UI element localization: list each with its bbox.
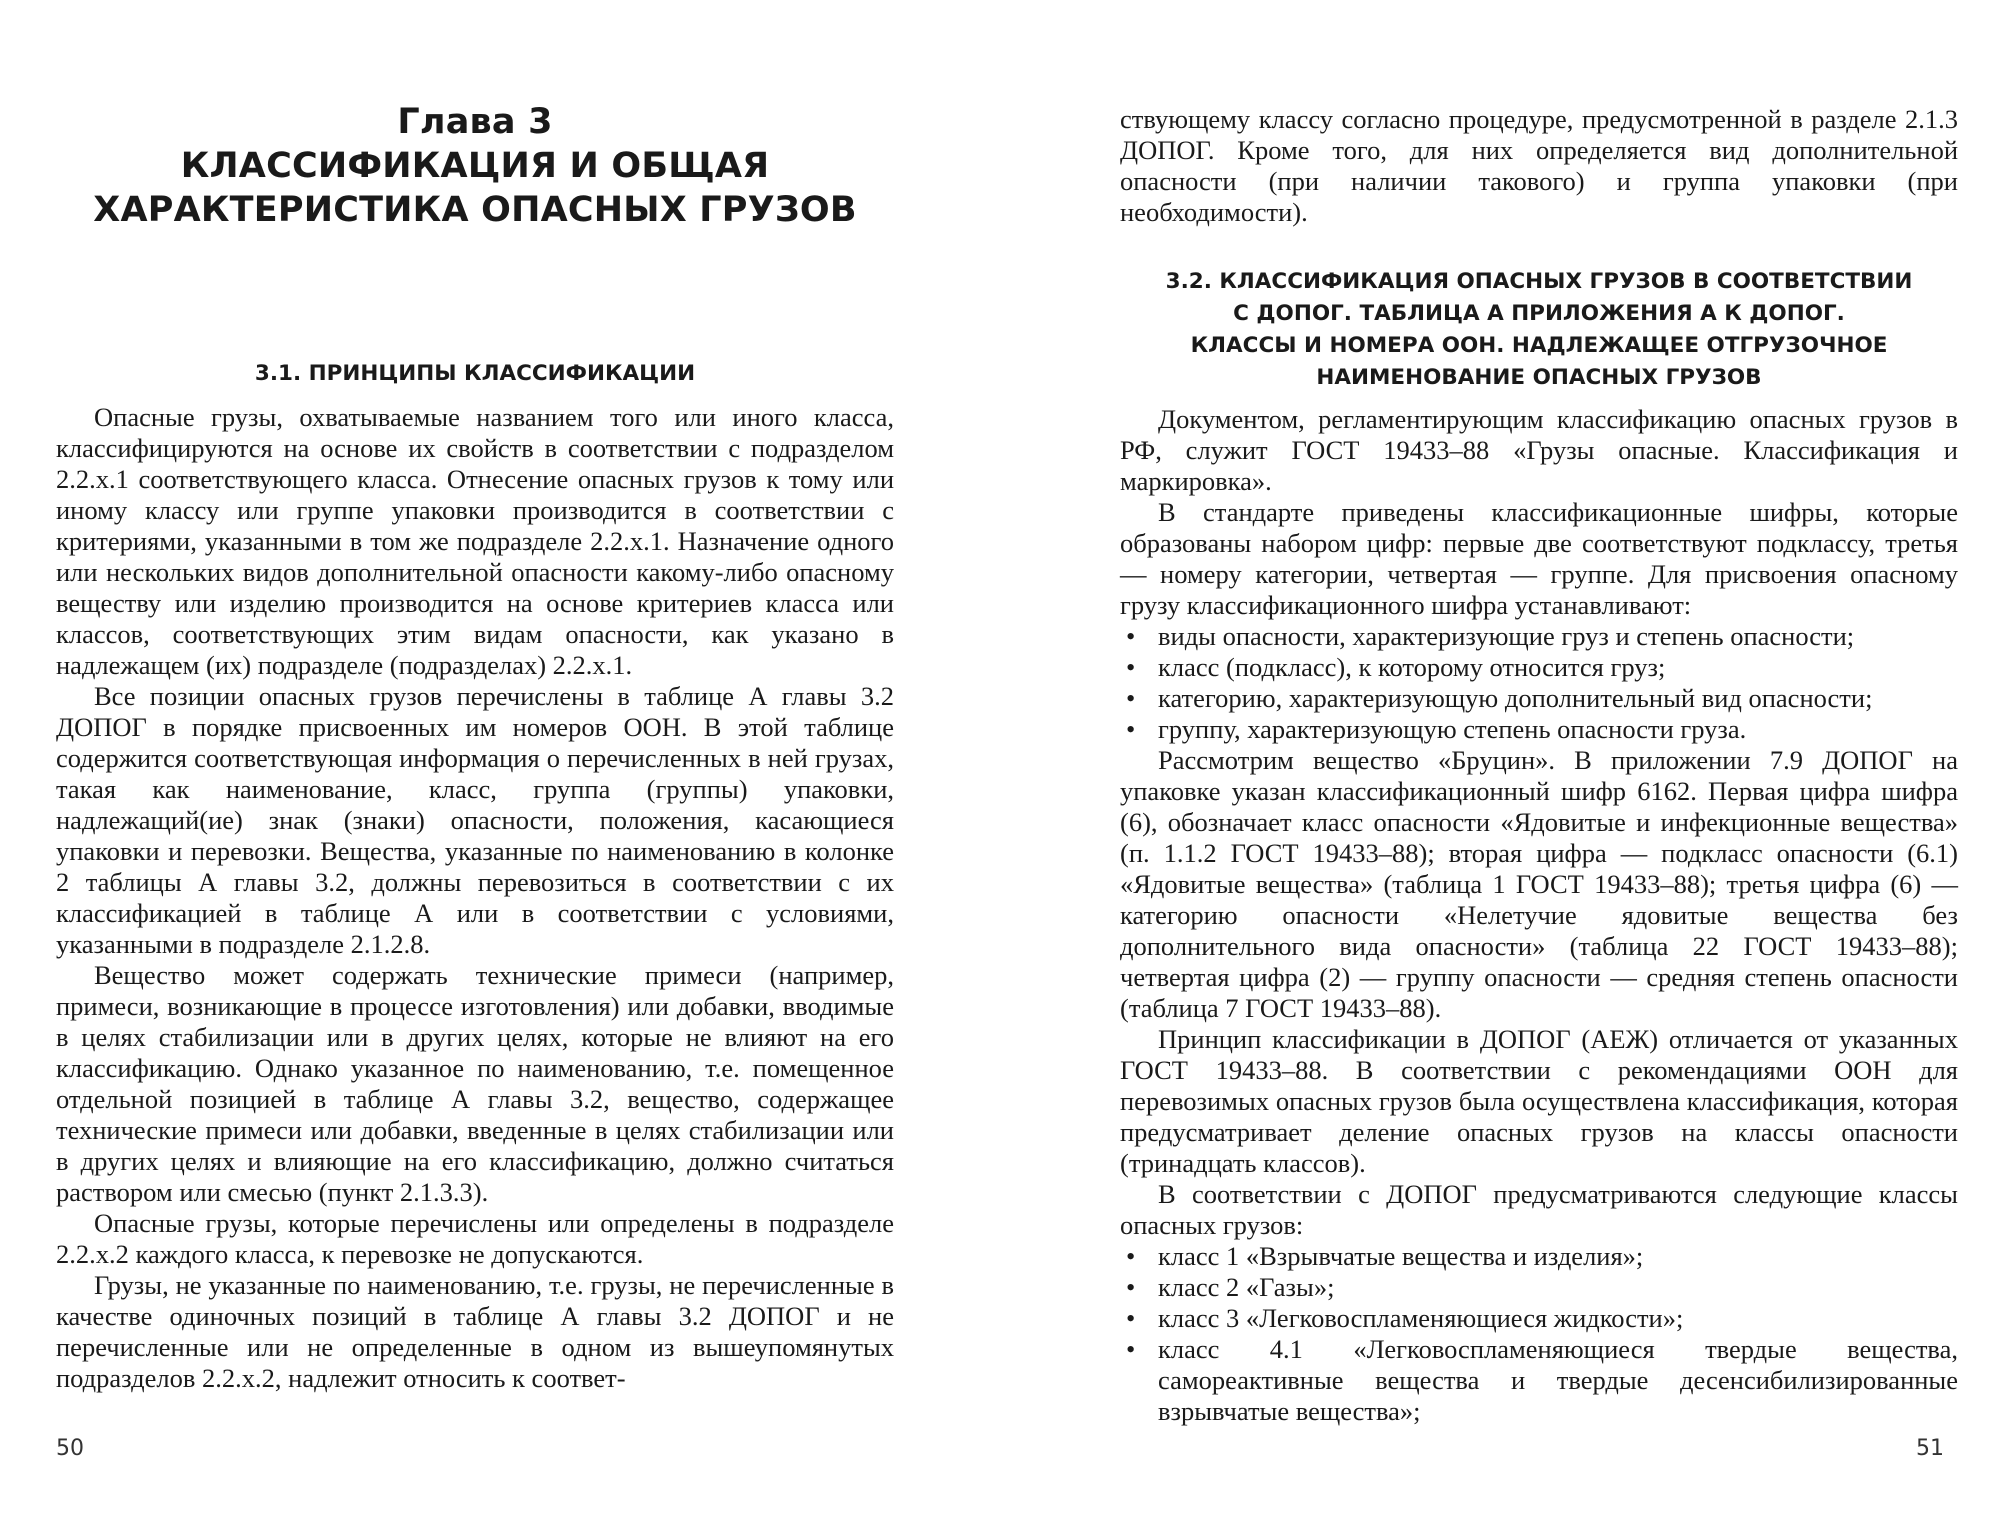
list-item bbox=[1120, 652, 1958, 683]
right-page bbox=[1000, 0, 2000, 1522]
list-item bbox=[1120, 621, 1958, 652]
paragraph: Вещество может содержать технические примеси (например, примеси, возникающие в процессе изготовления) или добавки, вводимые в целях стабилизации или в других целях, которые не влияют на его классификацию. Однако указанное по наименованию, т.е. помещенное отдельной позицией в таблице А главы 3.2, вещество, содержащее технические примеси или добавки, введенные в целях стабилизации или в других целях и влияющие на его классификацию, должно считаться раствором или смесью (пункт 2.1.3.3). bbox=[56, 960, 894, 1207]
bullet-icon: • bbox=[1126, 1303, 1136, 1333]
bullet-list-classes bbox=[1120, 1241, 1958, 1427]
paragraph: В соответствии с ДОПОГ предусматриваются следующие классы опасных грузов: bbox=[1120, 1179, 1958, 1240]
chapter-label: Глава 3 bbox=[397, 102, 553, 142]
list-item bbox=[1120, 683, 1958, 714]
bullet-icon: • bbox=[1126, 683, 1136, 713]
bullet-icon: • bbox=[1126, 621, 1136, 651]
list-item-text: класс (подкласс), к которому относится груз; bbox=[1158, 652, 1666, 682]
right-column bbox=[1120, 104, 1958, 1427]
list-item-text: категорию, характеризующую дополнительный вид опасности; bbox=[1158, 683, 1873, 713]
section-title-3-2 bbox=[1120, 266, 1958, 394]
section-title-line-3: КЛАССЫ И НОМЕРА ООН. НАДЛЕЖАЩЕЕ ОТГРУЗОЧНОЕ bbox=[1190, 333, 1888, 358]
list-item bbox=[1120, 1241, 1958, 1272]
continuation-paragraph: ствующему классу согласно процедуре, предусмотренной в разделе 2.1.3 ДОПОГ. Кроме того, для них определяется вид дополнительной опасности (при наличии такового) и группа упаковки (при необходимости). bbox=[1120, 104, 1958, 227]
list-item-text: класс 4.1 «Легковоспламеняющиеся твердые вещества, самореактивные вещества и твердые десенсибилизированные взрывчатые вещества»; bbox=[1158, 1334, 1958, 1426]
paragraph: Опасные грузы, охватываемые названием того или иного класса, классифицируются на основе их свойств в соответствии с подразделом 2.2.х.1 соответствующего класса. Отнесение опасных грузов к тому или иному классу или группе упаковки производится в соответствии с критериями, указанными в том же подразделе 2.2.х.1. Назначение одного или нескольких видов дополнительной опасности какому-либо опасному веществу или изделию производится на основе критериев класса или классов, соответствующих этим видам опасности, как указано в надлежащем (их) подразделе (подразделах) 2.2.х.1. bbox=[56, 402, 894, 680]
section-title-line-4: НАИМЕНОВАНИЕ ОПАСНЫХ ГРУЗОВ bbox=[1316, 365, 1762, 390]
chapter-title-line-2: ХАРАКТЕРИСТИКА ОПАСНЫХ ГРУЗОВ bbox=[93, 190, 857, 230]
paragraph: Опасные грузы, которые перечислены или определены в подразделе 2.2.х.2 каждого класса, к перевозке не допускаются. bbox=[56, 1208, 894, 1269]
paragraph: Принцип классификации в ДОПОГ (АЕЖ) отличается от указанных ГОСТ 19433–88. В соответствии с рекомендациями ООН для перевозимых опасных грузов была осуществлена классификация, которая предусматривает деление опасных грузов на классы опасности (тринадцать классов). bbox=[1120, 1024, 1958, 1178]
list-item bbox=[1120, 714, 1958, 745]
list-item bbox=[1120, 1272, 1958, 1303]
list-item bbox=[1120, 1334, 1958, 1427]
page-number-right: 51 bbox=[1916, 1436, 1944, 1461]
page-number-left: 50 bbox=[56, 1436, 84, 1461]
chapter-title-line-1: КЛАССИФИКАЦИЯ И ОБЩАЯ bbox=[180, 146, 770, 186]
section-title-line-2: С ДОПОГ. ТАБЛИЦА А ПРИЛОЖЕНИЯ А К ДОПОГ. bbox=[1233, 301, 1845, 326]
list-item-text: класс 1 «Взрывчатые вещества и изделия»; bbox=[1158, 1241, 1644, 1271]
chapter-heading bbox=[56, 100, 894, 232]
paragraph: В стандарте приведены классификационные шифры, которые образованы набором цифр: первые две соответствуют подклассу, третья — номеру категории, четвертая — группе. Для присвоения опасному грузу классификационного шифра устанавливают: bbox=[1120, 497, 1958, 620]
paragraph: Грузы, не указанные по наименованию, т.е. грузы, не перечисленные в качестве одиночных позиций в таблице А главы 3.2 ДОПОГ и не перечисленные или не определенные в одном из вышеупомянутых подразделов 2.2.х.2, надлежит относить к соответ- bbox=[56, 1270, 894, 1393]
list-item bbox=[1120, 1303, 1958, 1334]
bullet-icon: • bbox=[1126, 714, 1136, 744]
bullet-list-criteria bbox=[1120, 621, 1958, 745]
list-item-text: группу, характеризующую степень опасности груза. bbox=[1158, 714, 1747, 744]
section-title-line-1: 3.2. КЛАССИФИКАЦИЯ ОПАСНЫХ ГРУЗОВ В СООТВЕТСТВИИ bbox=[1165, 269, 1913, 294]
bullet-icon: • bbox=[1126, 1334, 1136, 1364]
paragraph: Все позиции опасных грузов перечислены в таблице А главы 3.2 ДОПОГ в порядке присвоенных им номеров ООН. В этой таблице содержится соответствующая информация о перечисленных в ней грузах, такая как наименование, класс, группа (группы) упаковки, надлежащий(ие) знак (знаки) опасности, положения, касающиеся упаковки и перевозки. Вещества, указанные по наименованию в колонке 2 таблицы А главы 3.2, должны перевозиться в соответствии с их классификацией в таблице А или в соответствии с условиями, указанными в подразделе 2.1.2.8. bbox=[56, 681, 894, 959]
list-item-text: класс 2 «Газы»; bbox=[1158, 1272, 1335, 1302]
bullet-icon: • bbox=[1126, 652, 1136, 682]
paragraph: Документом, регламентирующим классификацию опасных грузов в РФ, служит ГОСТ 19433–88 «Грузы опасные. Классификация и маркировка». bbox=[1120, 404, 1958, 496]
left-column bbox=[56, 100, 894, 1394]
bullet-icon: • bbox=[1126, 1272, 1136, 1302]
bullet-icon: • bbox=[1126, 1241, 1136, 1271]
paragraph: Рассмотрим вещество «Бруцин». В приложении 7.9 ДОПОГ на упаковке указан классификационный шифр 6162. Первая цифра шифра (6), обозначает класс опасности «Ядовитые и инфекционные вещества» (п. 1.1.2 ГОСТ 19433–88); вторая цифра — подкласс опасности (6.1) «Ядовитые вещества» (таблица 1 ГОСТ 19433–88); третья цифра (6) — категорию опасности «Нелетучие ядовитые вещества без дополнительного вида опасности» (таблица 22 ГОСТ 19433–88); четвертая цифра (2) — группу опасности — средняя степень опасности (таблица 7 ГОСТ 19433–88). bbox=[1120, 745, 1958, 1023]
list-item-text: виды опасности, характеризующие груз и степень опасности; bbox=[1158, 621, 1855, 651]
list-item-text: класс 3 «Легковоспламеняющиеся жидкости»; bbox=[1158, 1303, 1684, 1333]
section-title-3-1: 3.1. ПРИНЦИПЫ КЛАССИФИКАЦИИ bbox=[254, 361, 696, 386]
